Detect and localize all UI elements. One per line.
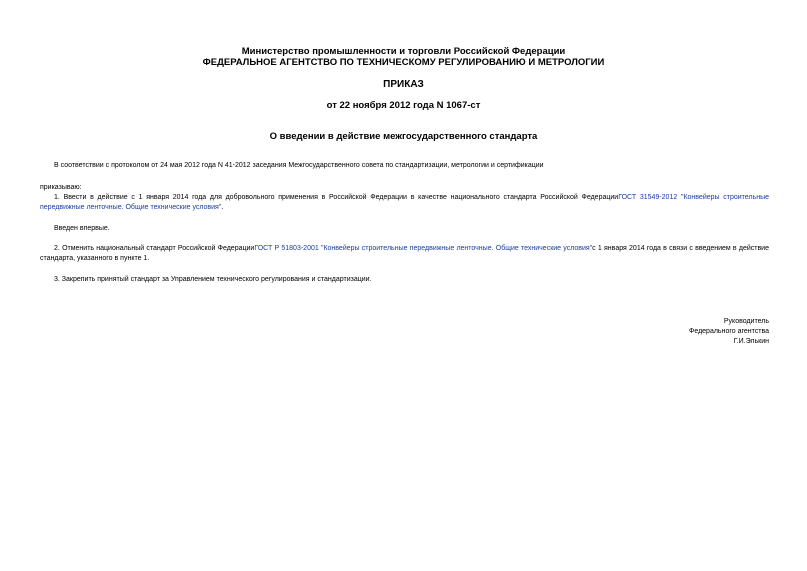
basis-paragraph: В соответствии с протоколом от 24 мая 2012 года N 41-2012 заседания Межгосударственного совета по стандартизации, метрологии и сертификации: [54, 162, 544, 169]
introduced-first-note: Введен впервые.: [54, 225, 110, 232]
item-2-paragraph: [40, 244, 769, 264]
item-3-paragraph: 3. Закрепить принятый стандарт за Управлением технического регулирования и стандартизации.: [54, 276, 372, 283]
item-2-text: 2. Отменить национальный стандарт Российской Федерации: [54, 245, 255, 252]
signer-position-line-2: Федерального агентства: [689, 328, 769, 335]
gost-r-51803-2001-link[interactable]: ГОСТ Р 51803-2001 "Конвейеры строительные передвижные ленточные. Общие технические условия": [254, 245, 593, 252]
item-2-end: с 1 января 2014 года в связи с введением в действие стандарта, указанного в пункте 1.: [40, 245, 769, 262]
signer-position-line-1: Руководитель: [723, 318, 769, 325]
item-1-text: 1. Ввести в действие с 1 января 2014 года для добровольного применения в Российской Федерации в качестве национального стандарта Российской Федерации: [54, 194, 619, 201]
item-1-end: .: [221, 204, 224, 211]
signature-block: [689, 317, 769, 347]
agency-name: ФЕДЕРАЛЬНОЕ АГЕНТСТВО ПО ТЕХНИЧЕСКОМУ РЕГУЛИРОВАНИЮ И МЕТРОЛОГИИ: [202, 57, 605, 68]
document-type: ПРИКАЗ: [383, 79, 424, 90]
ministry-name: Министерство промышленности и торговли Российской Федерации: [241, 46, 566, 57]
order-word: приказываю:: [40, 184, 82, 191]
item-1-paragraph: [40, 193, 769, 213]
gost-31549-2012-link[interactable]: ГОСТ 31549-2012 "Конвейеры строительные передвижные ленточные. Общие технические условия": [40, 194, 769, 211]
document-title: О введении в действие межгосударственного стандарта: [269, 131, 538, 142]
document-date-number: от 22 ноября 2012 года N 1067-ст: [326, 100, 481, 111]
signer-name: Г.И.Элькин: [733, 338, 769, 345]
